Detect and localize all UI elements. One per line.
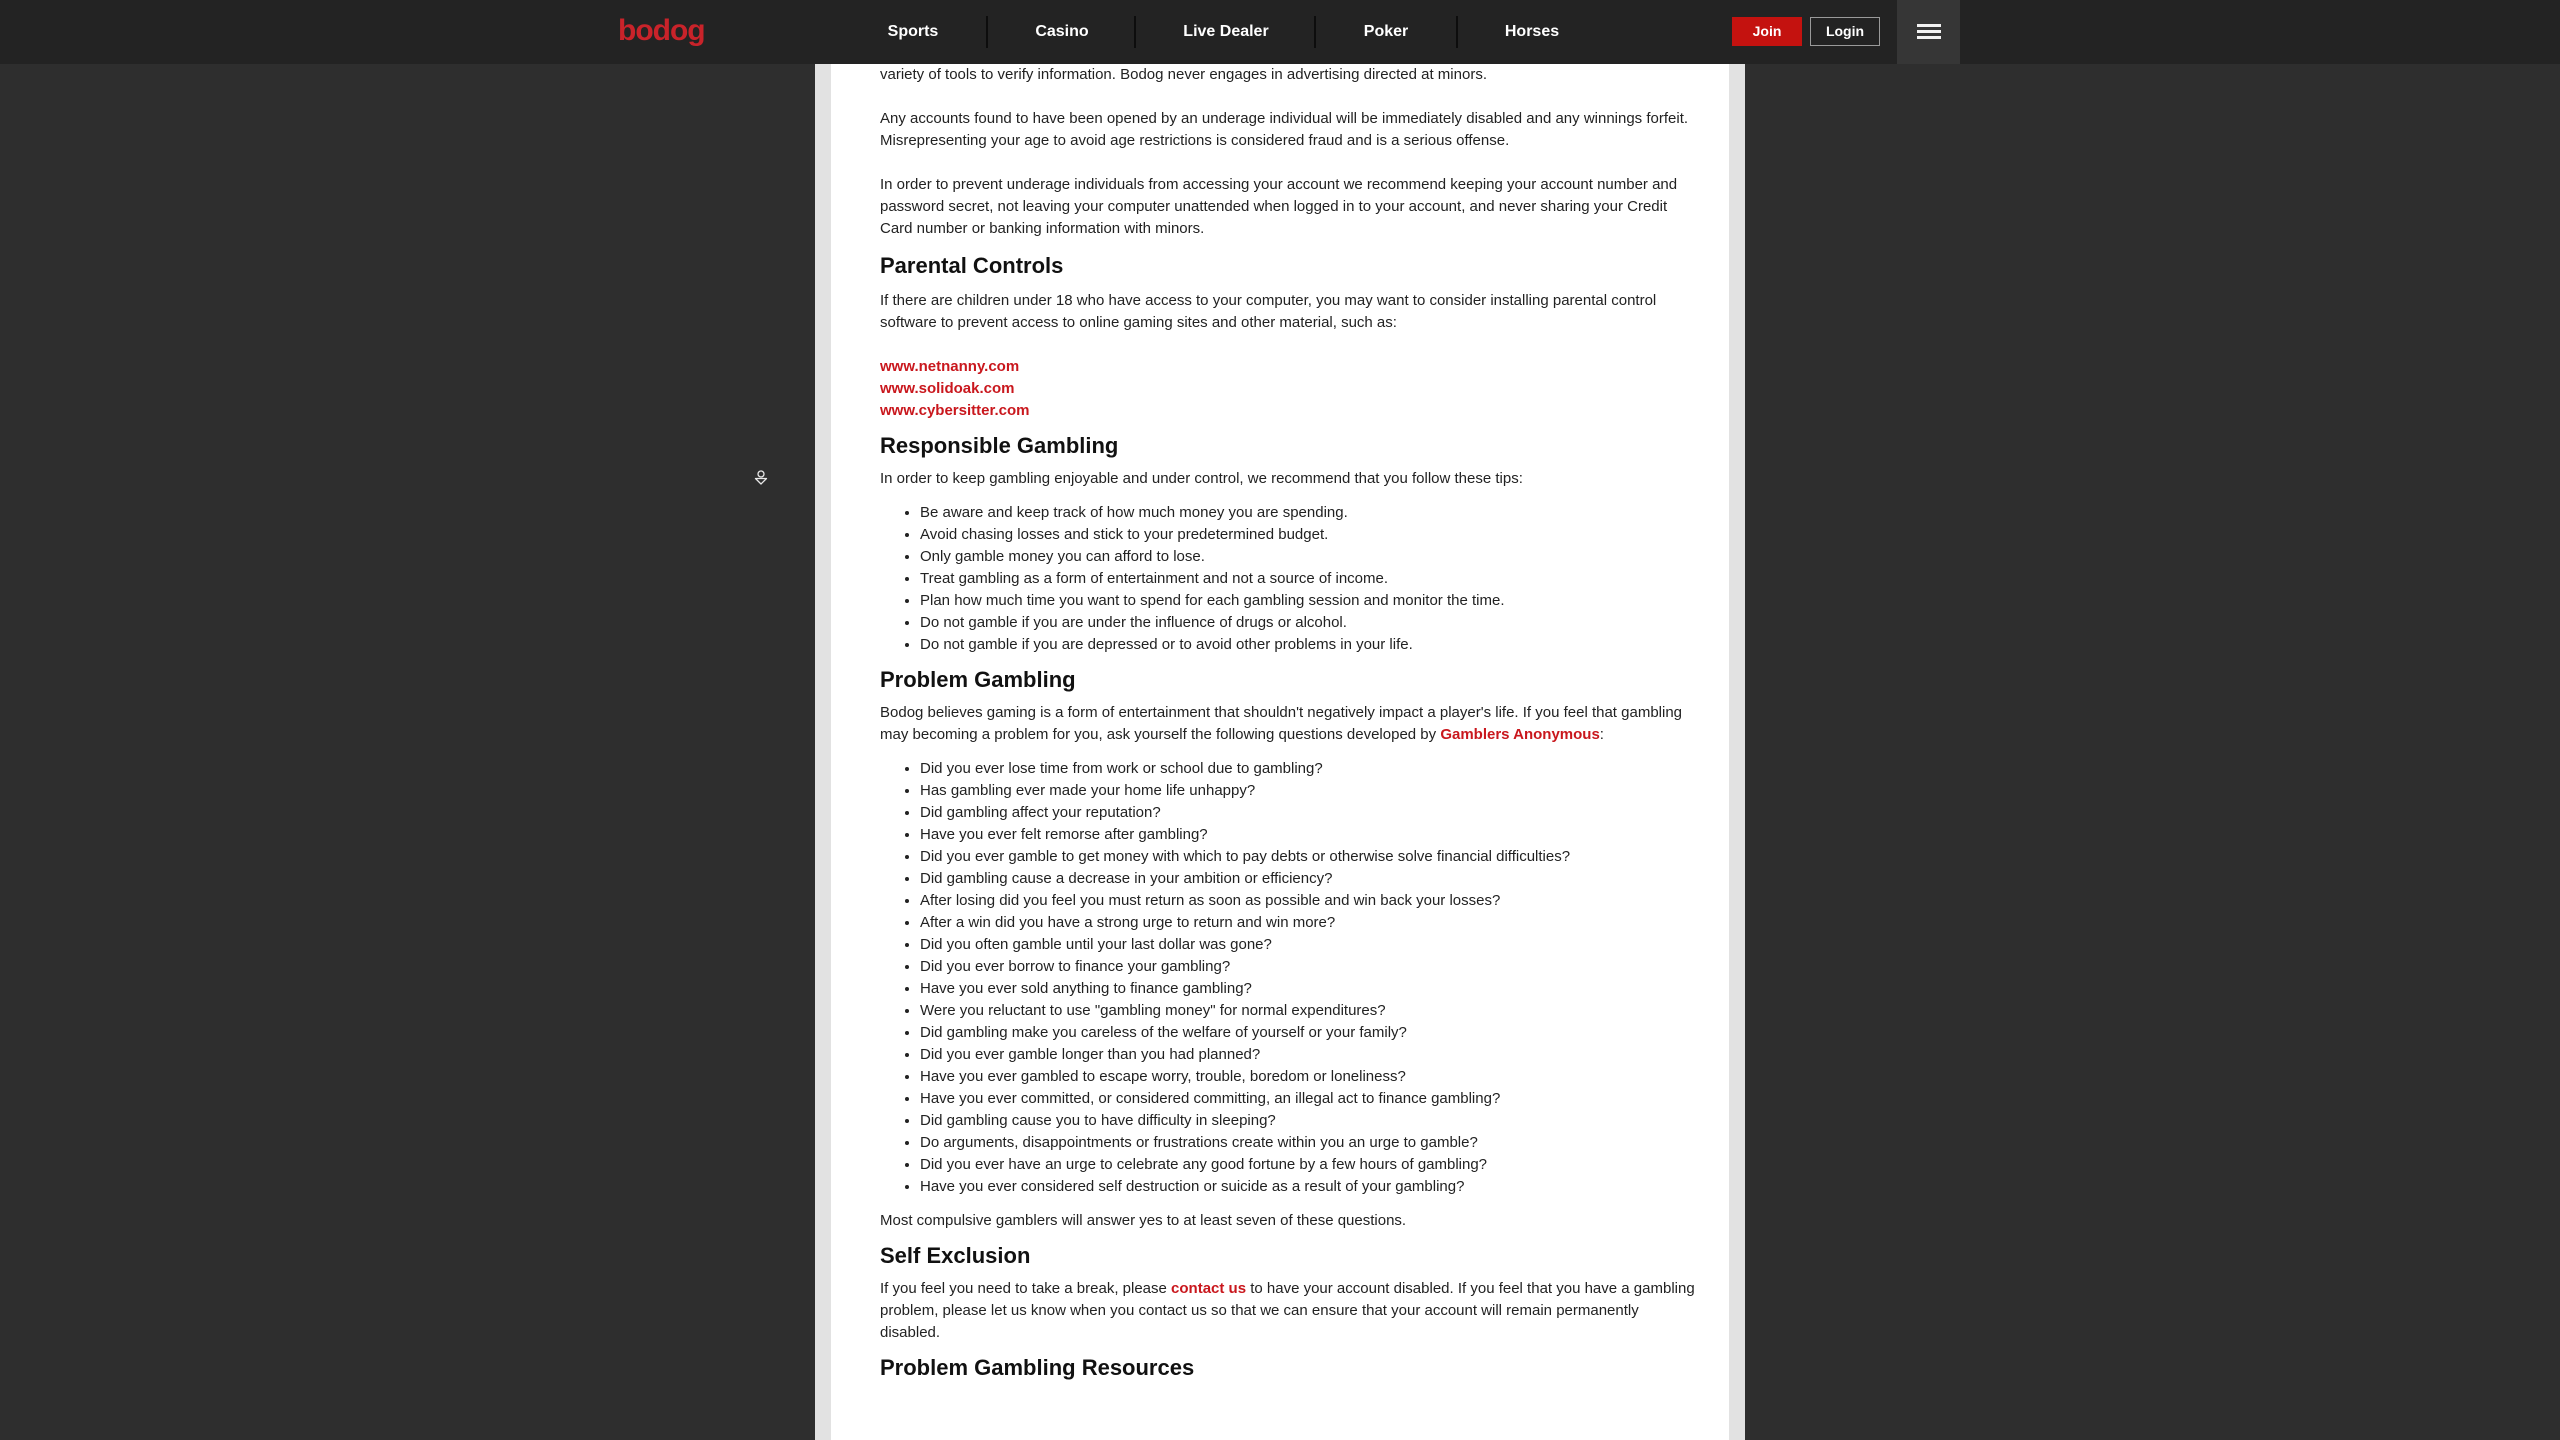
self-exclusion-text-after: to have your account disabled. If you feel that you have a gambling problem, please let us know when you contact us so that we can ensure that your account will remain permanently disabled. — [880, 1280, 1695, 1341]
gamblers-anonymous-link[interactable]: Gamblers Anonymous — [1440, 726, 1600, 743]
logo-text: bodog — [618, 14, 705, 47]
menu-bar — [1917, 24, 1941, 27]
question-item: • Did you ever lose time from work or school due to gambling? — [920, 758, 1700, 780]
problem-text-after: : — [1599, 726, 1604, 743]
content-panel — [831, 64, 1729, 1440]
article-content — [880, 64, 1700, 1382]
responsible-gambling-text: In order to keep gambling enjoyable and under control, we recommend that you follow these tips: — [880, 470, 1523, 487]
tip-item: • Avoid chasing losses and stick to your predetermined budget. — [920, 524, 1700, 546]
accessibility-person-icon[interactable] — [753, 470, 769, 486]
nav-horses[interactable]: Horses — [1504, 23, 1560, 40]
menu-bar — [1917, 30, 1941, 33]
tip-item: • Be aware and keep track of how much money you are spending. — [920, 502, 1700, 524]
question-item: • Have you ever considered self destruction or suicide as a result of your gambling? — [920, 1176, 1700, 1198]
contact-us-link[interactable]: contact us — [1171, 1280, 1247, 1297]
question-item: • Did gambling cause you to have difficulty in sleeping? — [920, 1110, 1700, 1132]
question-item: • Do arguments, disappointments or frustrations create within you an urge to gamble? — [920, 1132, 1700, 1154]
self-exclusion-text — [880, 1278, 1700, 1344]
tip-item: • Do not gamble if you are depressed or to avoid other problems in your life. — [920, 634, 1700, 656]
question-item: • After losing did you feel you must return as soon as possible and win back your losses? — [920, 890, 1700, 912]
tip-item: • Only gamble money you can afford to lose. — [920, 546, 1700, 568]
tip-item: • Treat gambling as a form of entertainment and not a source of income. — [920, 568, 1700, 590]
nav-live-dealer[interactable]: Live Dealer — [1183, 23, 1269, 40]
nav-poker[interactable]: Poker — [1363, 23, 1409, 40]
login-button[interactable]: Login — [1810, 17, 1880, 46]
question-item: • Did you ever gamble longer than you had planned? — [920, 1044, 1700, 1066]
parental-controls-heading: Parental Controls — [880, 253, 1064, 278]
hamburger-menu-icon[interactable] — [1897, 0, 1960, 64]
parental-controls-text: If there are children under 18 who have access to your computer, you may want to consider installing parental control software to prevent access to online gaming sites and other material, such as: — [880, 292, 1657, 331]
problem-gambling-heading: Problem Gambling — [880, 667, 1076, 692]
nav-divider — [1314, 16, 1316, 48]
question-item: • Did you often gamble until your last dollar was gone? — [920, 934, 1700, 956]
responsible-gambling-tips — [880, 502, 1700, 656]
underage-paragraph: Any accounts found to have been opened by an underage individual will be immediately disabled and any winnings forfeit. Misrepresenting your age to avoid age restrictions is considered fraud and is a serious offense. — [880, 110, 1689, 149]
problem-gambling-resources-heading: Problem Gambling Resources — [880, 1355, 1195, 1380]
questions-summary: Most compulsive gamblers will answer yes to at least seven of these questions. — [880, 1212, 1407, 1229]
top-navigation-bar — [0, 0, 2560, 64]
bodog-logo[interactable] — [618, 14, 720, 48]
question-item: • Did you ever have an urge to celebrate any good fortune by a few hours of gambling? — [920, 1154, 1700, 1176]
join-button[interactable]: Join — [1732, 17, 1802, 46]
tip-item: • Do not gamble if you are under the influence of drugs or alcohol. — [920, 612, 1700, 634]
problem-gambling-text — [880, 702, 1700, 746]
nav-divider — [1456, 16, 1458, 48]
question-item: • Has gambling ever made your home life unhappy? — [920, 780, 1700, 802]
link-cybersitter[interactable]: www.cybersitter.com — [880, 402, 1030, 419]
link-solidoak[interactable]: www.solidoak.com — [880, 380, 1015, 397]
question-item: • Have you ever gambled to escape worry, trouble, boredom or loneliness? — [920, 1066, 1700, 1088]
question-item: • Did gambling affect your reputation? — [920, 802, 1700, 824]
nav-casino[interactable]: Casino — [1035, 23, 1089, 40]
question-item: • Did gambling make you careless of the welfare of yourself or your family? — [920, 1022, 1700, 1044]
link-netnanny[interactable]: www.netnanny.com — [880, 358, 1020, 375]
question-item: • Did you ever borrow to finance your gambling? — [920, 956, 1700, 978]
responsible-gambling-heading: Responsible Gambling — [880, 433, 1119, 458]
parental-software-links — [880, 356, 1700, 422]
problem-gambling-questions — [880, 758, 1700, 1198]
nav-sports[interactable]: Sports — [887, 23, 939, 40]
question-item: • Have you ever felt remorse after gambling? — [920, 824, 1700, 846]
nav-divider — [986, 16, 988, 48]
question-item: • Have you ever sold anything to finance gambling? — [920, 978, 1700, 1000]
question-item: • Have you ever committed, or considered committing, an illegal act to finance gambling? — [920, 1088, 1700, 1110]
self-exclusion-text-before: If you feel you need to take a break, please — [880, 1280, 1172, 1297]
menu-bar — [1917, 36, 1941, 39]
self-exclusion-heading: Self Exclusion — [880, 1243, 1031, 1268]
problem-text-before: Bodog believes gaming is a form of entertainment that shouldn't negatively impact a player's life. If you feel that gambling may becoming a problem for you, ask yourself the following questions developed by — [880, 704, 1683, 743]
question-item: • Did gambling cause a decrease in your ambition or efficiency? — [920, 868, 1700, 890]
question-item: • Were you reluctant to use "gambling money" for normal expenditures? — [920, 1000, 1700, 1022]
question-item: • Did you ever gamble to get money with which to pay debts or otherwise solve financial difficulties? — [920, 846, 1700, 868]
question-item: • After a win did you have a strong urge to return and win more? — [920, 912, 1700, 934]
intro-paragraph-tail: variety of tools to verify information. Bodog never engages in advertising directed at minors. — [880, 66, 1487, 83]
underage-prevention-paragraph: In order to prevent underage individuals from accessing your account we recommend keeping your account number and password secret, not leaving your computer unattended when logged in to your account, and never sharing your Credit Card number or banking information with minors. — [880, 176, 1678, 237]
tip-item: • Plan how much time you want to spend for each gambling session and monitor the time. — [920, 590, 1700, 612]
nav-divider — [1134, 16, 1136, 48]
